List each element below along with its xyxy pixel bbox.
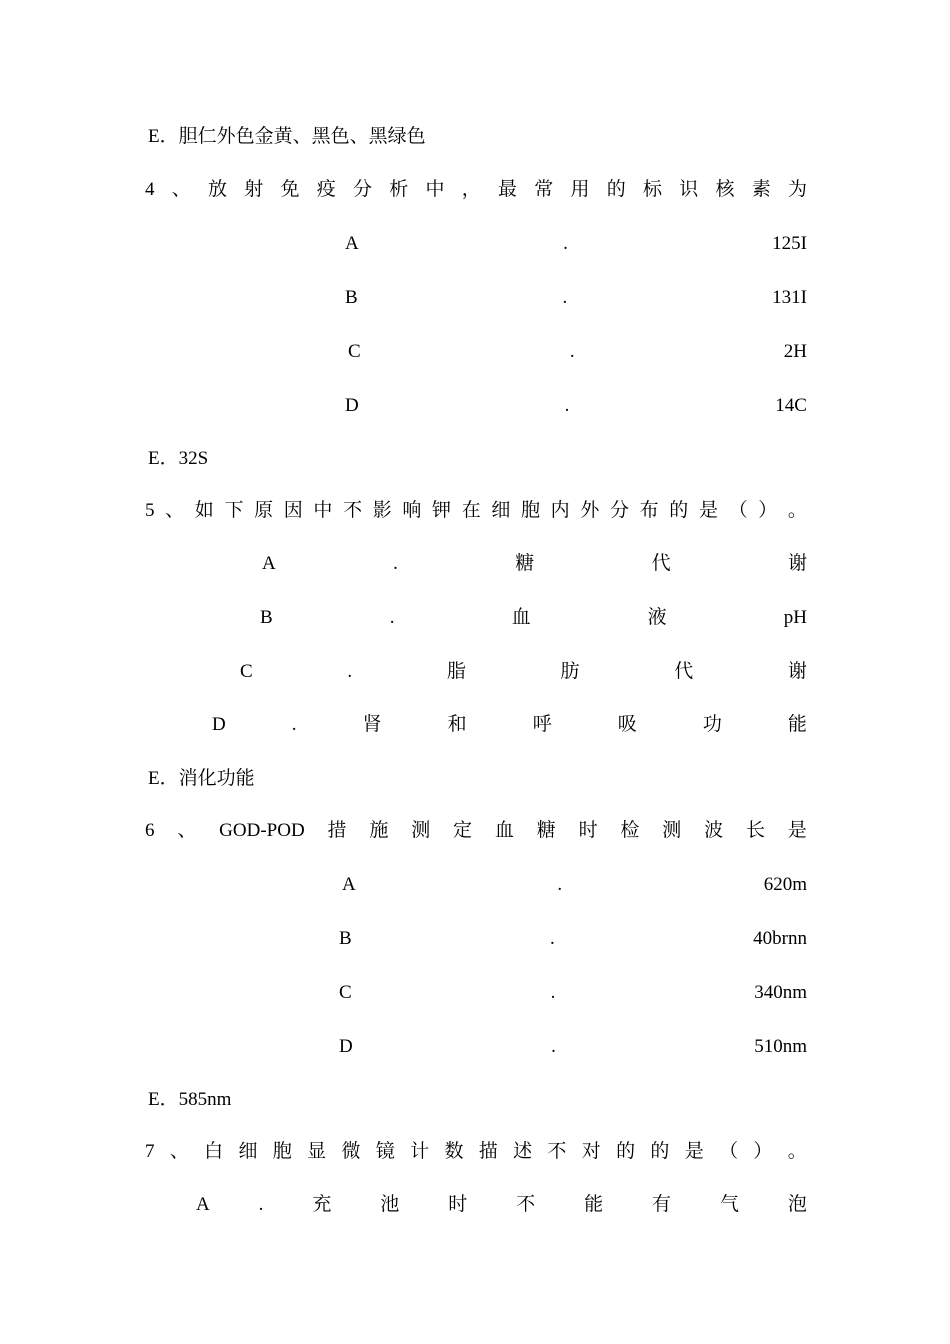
text-token: 125I [772, 233, 807, 254]
text-token: . [550, 982, 556, 1003]
text-token: 7 [145, 1141, 155, 1162]
text-token: 能 [787, 714, 807, 735]
text-token: 、 [171, 179, 191, 200]
text-token: . [550, 928, 555, 949]
text-token: 脂 [446, 661, 466, 682]
text-token: 中 [425, 179, 445, 200]
text-token: 胞 [521, 500, 541, 521]
text-token: GOD-POD [219, 820, 305, 841]
question-7 [145, 1139, 807, 1165]
text-token: 定 [453, 820, 473, 841]
q4-option-d [345, 393, 807, 419]
text-token: 2H [783, 341, 807, 362]
text-token: 、 [177, 820, 197, 841]
text-token: 功 [702, 714, 722, 735]
text-token: 呼 [532, 714, 552, 735]
text-token: （ [719, 1141, 739, 1162]
text-token: 疫 [316, 179, 336, 200]
text-token: ， [461, 179, 481, 200]
text-token: D [345, 395, 359, 416]
text-token: 数 [444, 1141, 464, 1162]
text-token: 核 [715, 179, 735, 200]
text-token: 糖 [515, 553, 535, 574]
text-token: 钾 [432, 500, 452, 521]
text-token: . [562, 287, 568, 308]
text-token: 。 [787, 1141, 807, 1162]
text-token: 5 [145, 500, 155, 521]
text-token: 的 [616, 1141, 636, 1162]
text-token: 外 [580, 500, 600, 521]
question-4 [145, 177, 807, 203]
text-token: 放 [207, 179, 227, 200]
text-token: A [262, 553, 276, 574]
text-token: 影 [372, 500, 392, 521]
option-e-q3: E．胆仁外色金黄、黑色、黑绿色 [148, 126, 426, 147]
text-token: . [347, 661, 353, 682]
text-token: 代 [674, 661, 694, 682]
text-token: 测 [662, 820, 682, 841]
text-token: 血 [511, 607, 531, 628]
text-token: 是 [698, 500, 718, 521]
text-token: 白 [204, 1141, 224, 1162]
text-token: ） [758, 500, 778, 521]
text-token: . [258, 1194, 264, 1215]
text-token: 常 [534, 179, 554, 200]
text-token: 计 [410, 1141, 430, 1162]
text-token: 6 [145, 820, 155, 841]
text-token: 620m [763, 874, 807, 895]
text-token: A [342, 874, 356, 895]
text-token: . [557, 874, 563, 895]
text-token: 施 [369, 820, 389, 841]
text-token: . [563, 233, 568, 254]
text-token: . [569, 341, 575, 362]
q7-option-a [196, 1192, 807, 1218]
text-token: C [339, 982, 352, 1003]
text-token: 识 [679, 179, 699, 200]
text-token: 分 [609, 500, 629, 521]
text-token: . [564, 395, 570, 416]
text-token: 用 [570, 179, 590, 200]
text-token: B [339, 928, 352, 949]
text-token: 340nm [754, 982, 807, 1003]
text-token: . [393, 553, 398, 574]
q6-option-d [339, 1034, 807, 1060]
text-token: 细 [238, 1141, 258, 1162]
text-token: 的 [650, 1141, 670, 1162]
text-token: 谢 [787, 553, 807, 574]
question-5 [145, 498, 807, 524]
text-token: pH [783, 607, 807, 628]
text-token: 布 [639, 500, 659, 521]
text-token: D [339, 1036, 353, 1057]
q5-option-b [260, 605, 807, 631]
text-token: 、 [169, 1141, 189, 1162]
text-token: 池 [380, 1194, 400, 1215]
text-token: . [291, 714, 297, 735]
text-token: 泡 [787, 1194, 807, 1215]
text-token: 不 [547, 1141, 567, 1162]
text-token: B [345, 287, 358, 308]
text-token: . [389, 607, 395, 628]
text-token: 射 [244, 179, 264, 200]
text-token: 是 [787, 820, 807, 841]
question-6 [145, 818, 807, 844]
text-token: 40brnn [753, 928, 807, 949]
text-token: 的 [606, 179, 626, 200]
text-token: 血 [494, 820, 514, 841]
text-token: 吸 [617, 714, 637, 735]
text-token: 为 [787, 179, 807, 200]
text-token: 最 [497, 179, 517, 200]
text-token: 下 [224, 500, 244, 521]
text-token: 不 [516, 1194, 536, 1215]
text-token: 素 [751, 179, 771, 200]
text-token: 细 [491, 500, 511, 521]
text-token: 中 [313, 500, 333, 521]
text-token: 因 [283, 500, 303, 521]
text-token: 有 [652, 1194, 672, 1215]
text-token: 免 [280, 179, 300, 200]
text-token: 、 [165, 500, 185, 521]
text-token: 镜 [375, 1141, 395, 1162]
text-token: 131I [772, 287, 807, 308]
q4-option-e: E．32S [148, 448, 209, 469]
text-token: 和 [447, 714, 467, 735]
text-token: 510nm [754, 1036, 807, 1057]
text-token: 是 [684, 1141, 704, 1162]
text-token: 标 [642, 179, 662, 200]
text-token: 测 [411, 820, 431, 841]
text-token: 液 [647, 607, 667, 628]
text-token: 波 [704, 820, 724, 841]
q5-option-d [212, 712, 807, 738]
text-token: A [345, 233, 359, 254]
text-token: 代 [651, 553, 671, 574]
text-token: B [260, 607, 273, 628]
text-token: 充 [312, 1194, 332, 1215]
text-token: 检 [620, 820, 640, 841]
text-token: 如 [194, 500, 214, 521]
text-token: 糖 [536, 820, 556, 841]
text-token: C [240, 661, 253, 682]
text-token: 时 [448, 1194, 468, 1215]
text-token: 措 [327, 820, 347, 841]
text-token: 显 [307, 1141, 327, 1162]
text-token: 述 [513, 1141, 533, 1162]
q4-option-c [348, 339, 807, 365]
text-token: A [196, 1194, 210, 1215]
text-token: 描 [478, 1141, 498, 1162]
q5-option-e: E．消化功能 [148, 768, 255, 789]
text-token: 内 [550, 500, 570, 521]
text-token: 的 [669, 500, 689, 521]
q6-option-c [339, 980, 807, 1006]
text-token: 。 [787, 500, 807, 521]
text-token: 在 [461, 500, 481, 521]
text-token: 不 [343, 500, 363, 521]
text-token: ） [753, 1141, 773, 1162]
q5-option-a [262, 551, 807, 577]
text-token: 长 [745, 820, 765, 841]
q6-option-a [342, 872, 807, 898]
q6-option-e: E．585nm [148, 1089, 232, 1110]
q4-option-a [345, 231, 807, 257]
text-token: 胞 [272, 1141, 292, 1162]
text-token: 响 [402, 500, 422, 521]
q4-option-b [345, 285, 807, 311]
text-token: 时 [578, 820, 598, 841]
text-token: 能 [584, 1194, 604, 1215]
text-token: 14C [775, 395, 807, 416]
text-token: C [348, 341, 361, 362]
q6-option-b [339, 926, 807, 952]
text-token: 肾 [362, 714, 382, 735]
text-token: 谢 [787, 661, 807, 682]
text-token: （ [728, 500, 748, 521]
text-token: 4 [145, 179, 155, 200]
text-token: D [212, 714, 226, 735]
text-token: 肪 [560, 661, 580, 682]
q5-option-c [240, 659, 807, 685]
text-token: 析 [389, 179, 409, 200]
text-token: 微 [341, 1141, 361, 1162]
text-token: 分 [352, 179, 372, 200]
text-token: 原 [254, 500, 274, 521]
text-token: 气 [719, 1194, 739, 1215]
text-token: . [551, 1036, 556, 1057]
text-token: 对 [581, 1141, 601, 1162]
